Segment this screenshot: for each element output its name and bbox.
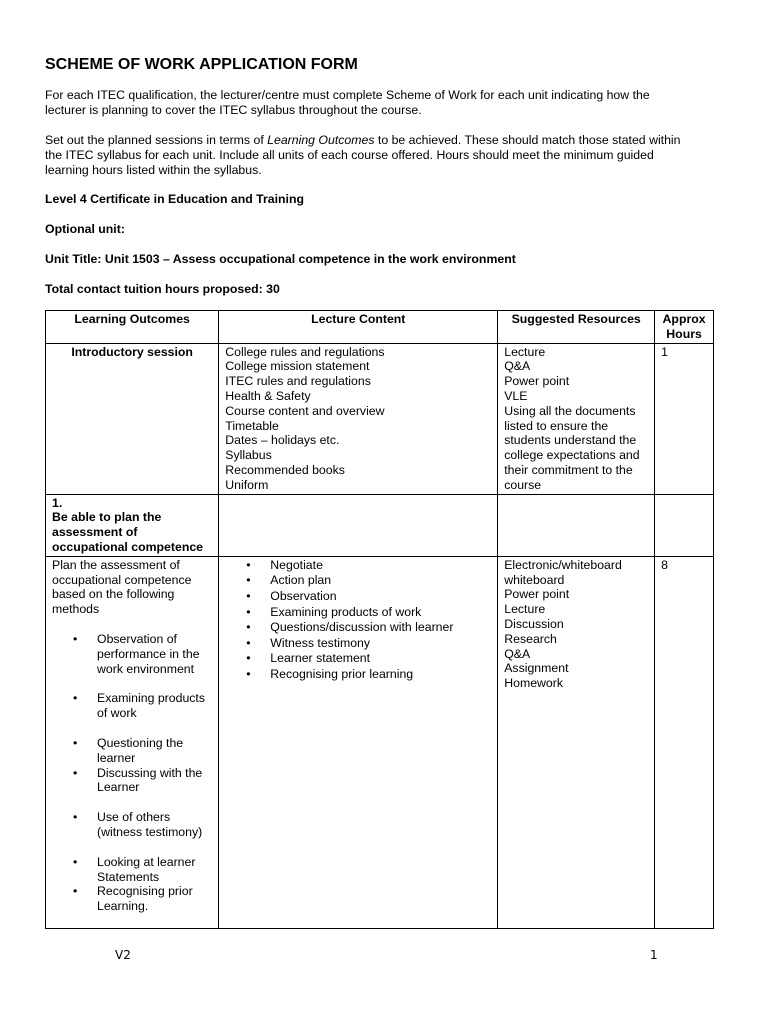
intro-paragraph-2 xyxy=(45,133,685,178)
list-item: • Looking at learner Statements xyxy=(52,855,212,885)
total-hours: Total contact tuition hours proposed: 30 xyxy=(45,282,280,296)
footer-version: V2 xyxy=(115,948,131,962)
list-item: College rules and regulations xyxy=(225,344,385,359)
list-item: Q&A xyxy=(504,646,531,661)
list-item: Power point xyxy=(504,587,570,602)
footer-page-number: 1 xyxy=(650,948,658,962)
list-item: Lecture xyxy=(504,344,546,359)
plan-resources-cell xyxy=(498,556,655,928)
list-item: Syllabus xyxy=(225,448,272,463)
header-suggested-resources: Suggested Resources xyxy=(498,311,655,344)
list-item: • Use of others (witness testimony) xyxy=(52,810,212,840)
list-item: College mission statement xyxy=(225,359,370,374)
intro2-emphasis: Learning Outcomes xyxy=(267,133,375,147)
plan-hours-cell: 8 xyxy=(655,556,714,928)
list-item: • Witness testimony xyxy=(225,636,491,652)
intro2-post: to be achieved. These should match those stated within the ITEC syllabus for each unit. Include all units of each course offered. Hours should meet the minimum guided learning hours listed within the syllabus. xyxy=(45,133,681,177)
outcome-1-cell xyxy=(46,494,219,556)
header-lecture-content: Lecture Content xyxy=(219,311,498,344)
content-list xyxy=(225,558,491,683)
list-item: Discussion xyxy=(504,616,564,631)
list-item: Homework xyxy=(504,676,563,691)
optional-unit-heading: Optional unit: xyxy=(45,222,125,236)
list-item: Electronic/whiteboard whiteboard xyxy=(504,557,622,587)
list-item: Research xyxy=(504,631,557,646)
empty-cell xyxy=(655,494,714,556)
list-item: Assignment xyxy=(504,661,569,676)
empty-cell xyxy=(498,494,655,556)
list-item: Lecture xyxy=(504,602,546,617)
empty-cell xyxy=(219,494,498,556)
list-item: • Examining products of work xyxy=(52,691,212,721)
intro-outcome-cell: Introductory session xyxy=(46,343,219,494)
intro-hours-cell: 1 xyxy=(655,343,714,494)
list-item: • Recognising prior Learning. xyxy=(52,884,212,914)
list-item: Recommended books xyxy=(225,462,345,477)
header-approx-hours: Approx Hours xyxy=(655,311,714,344)
intro-resources-cell xyxy=(498,343,655,494)
plan-outcome-cell xyxy=(46,556,219,928)
list-item: • Observation xyxy=(225,589,491,605)
list-item: • Questioning the learner xyxy=(52,736,212,766)
list-item: • Examining products of work xyxy=(225,605,491,621)
header-learning-outcomes: Learning Outcomes xyxy=(46,311,219,344)
table-row-introductory xyxy=(46,343,714,494)
list-item: Uniform xyxy=(225,477,269,492)
list-item: • Negotiate xyxy=(225,558,491,574)
list-item: ITEC rules and regulations xyxy=(225,374,371,389)
table-header-row xyxy=(46,311,714,344)
unit-title: Unit Title: Unit 1503 – Assess occupational competence in the work environment xyxy=(45,252,516,266)
list-item: • Discussing with the Learner xyxy=(52,766,212,796)
list-item: Timetable xyxy=(225,418,279,433)
intro2-pre: Set out the planned sessions in terms of xyxy=(45,133,268,147)
level-heading: Level 4 Certificate in Education and Training xyxy=(45,192,304,206)
table-row-outcome-1 xyxy=(46,494,714,556)
list-item: Power point xyxy=(504,374,570,389)
intro-paragraph-1: For each ITEC qualification, the lecturer/centre must complete Scheme of Work for each unit indicating how the lecturer is planning to cover the ITEC syllabus throughout the course. xyxy=(45,88,650,117)
table-row-plan xyxy=(46,556,714,928)
scheme-of-work-table xyxy=(45,310,714,929)
list-item: Q&A xyxy=(504,359,531,374)
list-item: Using all the documents listed to ensure the students understand the college expectations and their commitment to the course xyxy=(504,403,640,492)
list-item: Dates – holidays etc. xyxy=(225,433,340,448)
list-item: Health & Safety xyxy=(225,388,311,403)
page-title: SCHEME OF WORK APPLICATION FORM xyxy=(45,56,358,73)
list-item: • Observation of performance in the work environment xyxy=(52,632,212,676)
list-item: VLE xyxy=(504,388,528,403)
list-item: • Questions/discussion with learner xyxy=(225,620,491,636)
list-item: Course content and overview xyxy=(225,403,385,418)
list-item: • Recognising prior learning xyxy=(225,667,491,683)
list-item: • Action plan xyxy=(225,573,491,589)
methods-list xyxy=(52,632,212,914)
plan-intro: Plan the assessment of occupational competence based on the following methods xyxy=(52,557,192,617)
intro-content-cell xyxy=(219,343,498,494)
outcome-number: 1. xyxy=(52,495,63,510)
list-item: • Learner statement xyxy=(225,651,491,667)
outcome-title: Be able to plan the assessment of occupational competence xyxy=(52,510,204,554)
plan-content-cell xyxy=(219,556,498,928)
